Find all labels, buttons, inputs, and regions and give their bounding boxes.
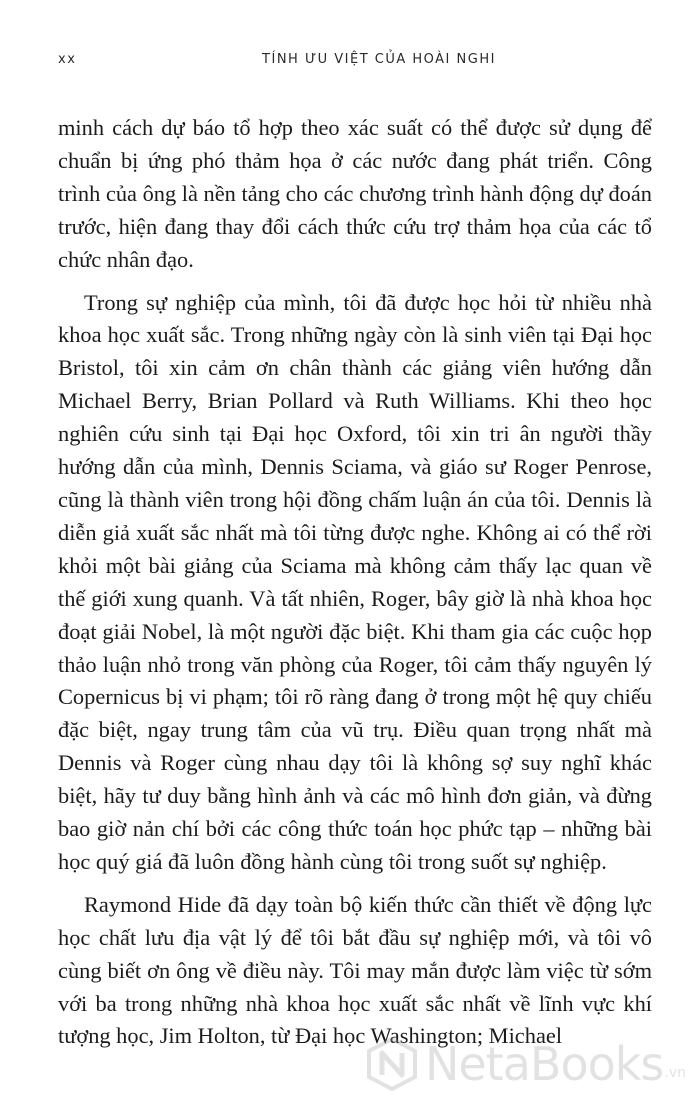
body-text: [58, 112, 652, 1063]
page-header: [58, 52, 660, 72]
paragraph-acknowledgement-raymond-hide: Raymond Hide đã dạy toàn bộ kiến thức cần thiết về động lực học chất lưu địa vật lý để tôi bắt đầu sự nghiệp mới, và tôi vô cùng biết ơn ông về điều này. Tôi may mắn được làm việc từ sớm với ba trong những nhà khoa học xuất sắc nhất về lĩnh vực khí tượng học, Jim Holton, từ Đại học Washington; Michael: [58, 891, 652, 1049]
running-title: TÍNH ƯU VIỆT CỦA HOÀI NGHI: [262, 52, 496, 67]
watermark-suffix: .vn: [664, 1065, 686, 1081]
paragraph-acknowledgement-mentors: Trong sự nghiệp của mình, tôi đã được học hỏi từ nhiều nhà khoa học xuất sắc. Trong những ngày còn là sinh viên tại Đại học Bristol, tôi xin cảm ơn chân thành các giảng viên hướng dẫn Michael Berry, Brian Pollard và Ruth Williams. Khi theo học nghiên cứu sinh tại Đại học Oxford, tôi xin tri ân người thầy hướng dẫn của mình, Dennis Sciama, và giáo sư Roger Penrose, cũng là thành viên trong hội đồng chấm luận án của tôi. Dennis là diễn giả xuất sắc nhất mà tôi từng được nghe. Không ai có thể rời khỏi một bài giảng của Sciama mà không cảm thấy lạc quan về thế giới xung quanh. Và tất nhiên, Roger, bây giờ là nhà khoa học đoạt giải Nobel, là một người đặc biệt. Khi tham gia các cuộc họp thảo luận nhỏ trong văn phòng của Roger, tôi cảm thấy nguyên lý Copernicus bị vi phạm; tôi rõ ràng đang ở trong một hệ quy chiếu đặc biệt, ngay trung tâm của vũ trụ. Điều quan trọng nhất mà Dennis và Roger cùng nhau dạy tôi là không sợ suy nghĩ khác biệt, hãy tư duy bằng hình ảnh và các mô hình đơn giản, và đừng bao giờ nản chí bởi các công thức toán học phức tạp – những bài học quý giá đã luôn đồng hành cùng tôi trong suốt sự nghiệp.: [58, 289, 652, 874]
watermark: [365, 1037, 686, 1091]
paragraph-continuation: minh cách dự báo tổ hợp theo xác suất có thể được sử dụng để chuẩn bị ứng phó thảm họa ở các nước đang phát triển. Công trình của ông là nền tảng cho các chương trình hành động dự đoán trước, hiện đang thay đổi cách thức cứu trợ thảm họa của các tổ chức nhân đạo.: [58, 115, 652, 272]
page-number: xx: [58, 52, 77, 67]
netabooks-logo-icon: [365, 1037, 419, 1091]
watermark-brand: NetaBooks: [425, 1037, 664, 1091]
